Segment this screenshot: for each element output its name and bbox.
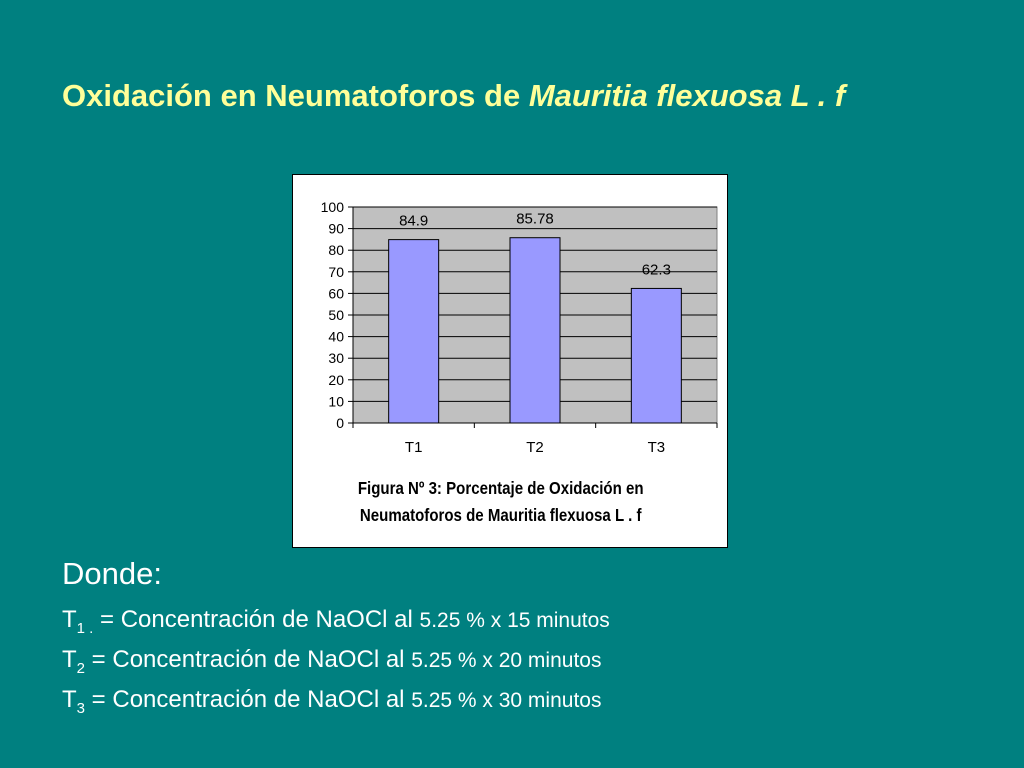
slide-title	[62, 78, 845, 114]
y-tick-label: 0	[336, 415, 344, 431]
legend-block	[62, 556, 610, 720]
data-label: 84.9	[399, 212, 429, 230]
y-tick-label: 100	[320, 199, 344, 215]
data-label: 62.3	[641, 261, 671, 279]
treatment-subscript: 3	[76, 700, 86, 717]
legend-item-t2	[62, 640, 610, 680]
treatment-description: = Concentración de NaOCl al	[93, 606, 420, 633]
y-tick-label: 60	[328, 285, 344, 302]
legend-item-t1	[62, 600, 610, 640]
chart-caption-line-1: Figura Nº 3: Porcentaje de Oxidación en	[357, 478, 644, 498]
title-species: Mauritia flexuosa L . f	[528, 78, 846, 113]
chart-caption	[293, 475, 708, 529]
bar	[510, 238, 560, 423]
y-tick-label: 80	[328, 242, 344, 259]
legend-item-t3	[62, 680, 610, 720]
x-tick-label: T1	[404, 439, 423, 456]
data-label: 85.78	[516, 210, 554, 228]
treatment-value: 5.25 % x 20 minutos	[411, 649, 602, 672]
treatment-value: 5.25 % x 30 minutos	[411, 689, 602, 712]
y-tick-label: 10	[328, 393, 344, 410]
treatment-description: = Concentración de NaOCl al	[85, 686, 412, 713]
x-tick-label: T2	[526, 439, 544, 456]
y-tick-label: 40	[328, 328, 344, 345]
y-tick-label: 50	[328, 307, 344, 323]
treatment-description: = Concentración de NaOCl al	[85, 646, 412, 673]
bar	[389, 240, 439, 423]
treatment-subscript: 1 .	[76, 620, 94, 637]
bar	[631, 288, 681, 423]
chart-container	[292, 174, 728, 548]
title-text: Oxidación en Neumatoforos de	[62, 78, 521, 113]
treatment-subscript: 2	[76, 660, 86, 677]
y-tick-label: 20	[328, 371, 344, 388]
treatment-symbol: T	[62, 686, 77, 713]
treatment-value: 5.25 % x 15 minutos	[419, 609, 610, 632]
treatment-symbol: T	[62, 606, 77, 633]
chart-caption-line-2: Neumatoforos de Mauritia flexuosa L . f	[359, 505, 642, 525]
y-tick-label: 90	[328, 220, 344, 237]
x-tick-label: T3	[647, 439, 666, 456]
treatment-symbol: T	[62, 646, 77, 673]
legend-heading: Donde:	[62, 556, 162, 591]
y-tick-label: 70	[328, 263, 344, 280]
y-tick-label: 30	[328, 350, 344, 367]
